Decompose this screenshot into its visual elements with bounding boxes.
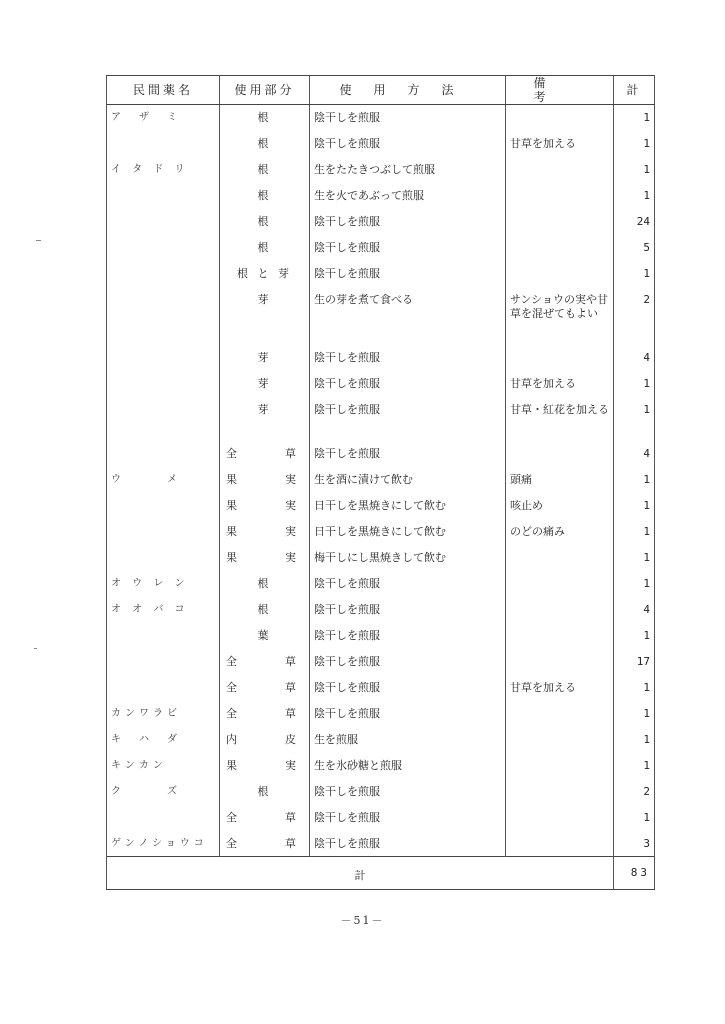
row-method: 生の芽を煮て食べる xyxy=(310,287,506,345)
row-method: 日干しを黒焼きにして飲む xyxy=(310,493,506,519)
row-method: 生を氷砂糖と煎服 xyxy=(310,753,506,779)
row-part: 芽 xyxy=(220,397,310,441)
table-row xyxy=(107,287,655,345)
table-row xyxy=(107,157,655,183)
row-count: 1 xyxy=(614,131,655,157)
table-row xyxy=(107,183,655,209)
row-method: 陰干しを煎服 xyxy=(310,397,506,441)
row-note xyxy=(506,597,614,623)
row-note xyxy=(506,649,614,675)
row-note xyxy=(506,105,614,131)
folk-medicine-table xyxy=(106,75,655,890)
row-method: 陰干しを煎服 xyxy=(310,235,506,261)
total-row xyxy=(107,857,655,890)
row-note: 甘草・紅花を加える xyxy=(506,397,614,441)
row-note xyxy=(506,753,614,779)
row-part: 全草 xyxy=(220,441,310,467)
scan-mark xyxy=(36,240,41,241)
row-part: 果実 xyxy=(220,467,310,493)
table-row xyxy=(107,519,655,545)
row-name xyxy=(107,441,220,467)
row-note xyxy=(506,805,614,831)
row-part: 根 xyxy=(220,235,310,261)
header-count: 計 xyxy=(614,76,655,105)
row-name xyxy=(107,397,220,441)
table-body xyxy=(107,105,655,890)
row-method: 陰干しを煎服 xyxy=(310,831,506,857)
table-row xyxy=(107,623,655,649)
row-part: 根 xyxy=(220,131,310,157)
row-part: 根 xyxy=(220,105,310,131)
table-row xyxy=(107,261,655,287)
row-count: 1 xyxy=(614,157,655,183)
row-count: 1 xyxy=(614,545,655,571)
row-method: 陰干しを煎服 xyxy=(310,675,506,701)
row-count: 1 xyxy=(614,467,655,493)
total-count: 83 xyxy=(614,857,655,890)
row-note xyxy=(506,209,614,235)
row-part: 根 xyxy=(220,183,310,209)
row-count: 3 xyxy=(614,831,655,857)
row-name xyxy=(107,235,220,261)
row-name xyxy=(107,493,220,519)
row-part: 全草 xyxy=(220,649,310,675)
row-count: 2 xyxy=(614,779,655,805)
row-note: 甘草を加える xyxy=(506,131,614,157)
table-row xyxy=(107,397,655,441)
row-part: 内皮 xyxy=(220,727,310,753)
table-row xyxy=(107,571,655,597)
row-note: サンショウの実や甘草を混ぜてもよい xyxy=(506,287,614,345)
table-row xyxy=(107,831,655,857)
row-name: ゲンノショウコ xyxy=(107,831,220,857)
row-name xyxy=(107,675,220,701)
row-method: 生をたたきつぶして煎服 xyxy=(310,157,506,183)
row-method: 陰干しを煎服 xyxy=(310,701,506,727)
row-name: キ ハ ダ xyxy=(107,727,220,753)
total-label: 計 xyxy=(107,857,614,890)
row-count: 1 xyxy=(614,571,655,597)
row-method: 陰干しを煎服 xyxy=(310,649,506,675)
table-row xyxy=(107,779,655,805)
row-name xyxy=(107,545,220,571)
row-method: 陰干しを煎服 xyxy=(310,261,506,287)
row-method: 陰干しを煎服 xyxy=(310,371,506,397)
table-row xyxy=(107,805,655,831)
row-count: 1 xyxy=(614,727,655,753)
row-name: キンカン xyxy=(107,753,220,779)
table-row xyxy=(107,701,655,727)
row-name xyxy=(107,183,220,209)
row-name xyxy=(107,623,220,649)
row-name xyxy=(107,805,220,831)
row-name: イ タ ド リ xyxy=(107,157,220,183)
row-method: 日干しを黒焼きにして飲む xyxy=(310,519,506,545)
row-method: 陰干しを煎服 xyxy=(310,805,506,831)
row-name: ウ メ xyxy=(107,467,220,493)
row-count: 1 xyxy=(614,371,655,397)
row-note xyxy=(506,727,614,753)
row-note: のどの痛み xyxy=(506,519,614,545)
row-method: 陰干しを煎服 xyxy=(310,571,506,597)
row-count: 1 xyxy=(614,675,655,701)
row-name: オ ウ レ ン xyxy=(107,571,220,597)
header-name: 民間薬名 xyxy=(107,76,220,105)
row-part: 芽 xyxy=(220,371,310,397)
row-part: 全草 xyxy=(220,805,310,831)
row-note: 頭痛 xyxy=(506,467,614,493)
row-part: 全草 xyxy=(220,701,310,727)
row-part: 根 xyxy=(220,779,310,805)
row-count: 1 xyxy=(614,493,655,519)
row-count: 4 xyxy=(614,441,655,467)
row-part: 果実 xyxy=(220,493,310,519)
row-part: 果実 xyxy=(220,545,310,571)
row-name xyxy=(107,371,220,397)
header-note: 備考 xyxy=(506,76,614,105)
row-count: 4 xyxy=(614,597,655,623)
row-name xyxy=(107,649,220,675)
header-method: 使用方法 xyxy=(310,76,506,105)
table-row xyxy=(107,727,655,753)
row-part: 根 xyxy=(220,157,310,183)
row-count: 24 xyxy=(614,209,655,235)
row-part: 根 xyxy=(220,597,310,623)
row-part: 根 xyxy=(220,571,310,597)
row-note xyxy=(506,831,614,857)
row-name xyxy=(107,345,220,371)
row-method: 陰干しを煎服 xyxy=(310,131,506,157)
row-name: ク ズ xyxy=(107,779,220,805)
table-row xyxy=(107,545,655,571)
row-count: 1 xyxy=(614,519,655,545)
table-row xyxy=(107,345,655,371)
row-note xyxy=(506,235,614,261)
page-number: －51－ xyxy=(340,914,385,927)
row-count: 17 xyxy=(614,649,655,675)
row-note: 甘草を加える xyxy=(506,675,614,701)
table-header-row xyxy=(107,76,655,105)
table-row xyxy=(107,441,655,467)
row-part: 果実 xyxy=(220,753,310,779)
row-part: 芽 xyxy=(220,287,310,345)
row-name xyxy=(107,287,220,345)
table-row xyxy=(107,675,655,701)
row-note xyxy=(506,545,614,571)
row-count: 5 xyxy=(614,235,655,261)
table-row xyxy=(107,209,655,235)
row-count: 1 xyxy=(614,261,655,287)
row-count: 1 xyxy=(614,397,655,441)
table-row xyxy=(107,235,655,261)
row-name xyxy=(107,209,220,235)
table-row xyxy=(107,649,655,675)
row-name: ア ザ ミ xyxy=(107,105,220,131)
row-count: 1 xyxy=(614,805,655,831)
row-note xyxy=(506,441,614,467)
table-row xyxy=(107,131,655,157)
row-part: 根 xyxy=(220,209,310,235)
row-note xyxy=(506,157,614,183)
row-count: 1 xyxy=(614,753,655,779)
row-note: 甘草を加える xyxy=(506,371,614,397)
row-count: 1 xyxy=(614,623,655,649)
row-note: 咳止め xyxy=(506,493,614,519)
row-count: 1 xyxy=(614,105,655,131)
row-note xyxy=(506,345,614,371)
row-note xyxy=(506,261,614,287)
table-row xyxy=(107,371,655,397)
row-part: 芽 xyxy=(220,345,310,371)
row-note xyxy=(506,623,614,649)
row-name: オ オ バ コ xyxy=(107,597,220,623)
row-method: 陰干しを煎服 xyxy=(310,441,506,467)
row-method: 陰干しを煎服 xyxy=(310,105,506,131)
table-row xyxy=(107,467,655,493)
row-method: 生を煎服 xyxy=(310,727,506,753)
row-part: 全草 xyxy=(220,675,310,701)
row-part: 根 と 芽 xyxy=(220,261,310,287)
row-method: 陰干しを煎服 xyxy=(310,623,506,649)
row-part: 全草 xyxy=(220,831,310,857)
row-count: 2 xyxy=(614,287,655,345)
header-part: 使用部分 xyxy=(220,76,310,105)
row-name xyxy=(107,519,220,545)
scan-mark xyxy=(34,648,37,649)
row-count: 4 xyxy=(614,345,655,371)
row-part: 果実 xyxy=(220,519,310,545)
row-note xyxy=(506,701,614,727)
row-count: 1 xyxy=(614,701,655,727)
table-row xyxy=(107,597,655,623)
row-method: 陰干しを煎服 xyxy=(310,209,506,235)
row-method: 生を酒に漬けて飲む xyxy=(310,467,506,493)
row-method: 生を火であぶって煎服 xyxy=(310,183,506,209)
row-count: 1 xyxy=(614,183,655,209)
table-row xyxy=(107,105,655,131)
row-note xyxy=(506,571,614,597)
table-row xyxy=(107,753,655,779)
row-method: 陰干しを煎服 xyxy=(310,779,506,805)
row-note xyxy=(506,183,614,209)
row-part: 葉 xyxy=(220,623,310,649)
row-method: 陰干しを煎服 xyxy=(310,345,506,371)
row-note xyxy=(506,779,614,805)
row-name xyxy=(107,131,220,157)
row-name: カンワラビ xyxy=(107,701,220,727)
row-name xyxy=(107,261,220,287)
row-method: 梅干しにし黒焼きして飲む xyxy=(310,545,506,571)
table-row xyxy=(107,493,655,519)
row-method: 陰干しを煎服 xyxy=(310,597,506,623)
